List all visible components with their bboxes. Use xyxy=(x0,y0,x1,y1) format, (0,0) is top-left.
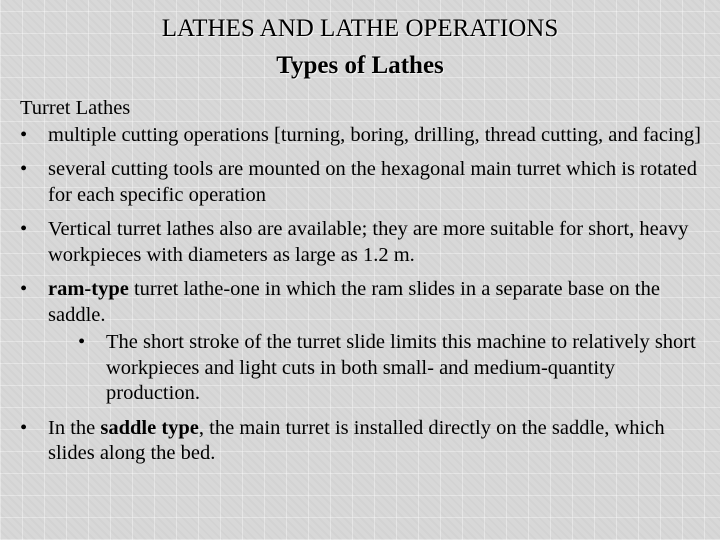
sub-bullet-item xyxy=(48,330,710,407)
bullet-list xyxy=(20,123,710,467)
bullet-prefix: In the xyxy=(48,416,101,439)
bullet-item xyxy=(20,277,710,407)
bullet-item xyxy=(20,157,710,208)
bullet-item xyxy=(20,123,710,149)
slide-subtitle: Types of Lathes xyxy=(276,52,444,79)
sub-bullet-list xyxy=(48,330,710,407)
slide-content xyxy=(20,96,710,476)
slide-title: LATHES AND LATHE OPERATIONS xyxy=(161,15,559,42)
section-heading: Turret Lathes xyxy=(20,97,131,119)
bullet-text: several cutting tools are mounted on the hexagonal main turret which is rotated for each specific operation xyxy=(48,158,697,206)
title-block xyxy=(0,14,720,81)
bullet-text: Vertical turret lathes also are available; they are more suitable for short, heavy workpieces with diameters as large as 1.2 m. xyxy=(48,218,689,266)
bullet-item xyxy=(20,416,710,467)
bullet-bold-term: saddle type xyxy=(100,416,199,439)
bullet-text: , the main turret is installed directly on the saddle, which slides along the bed. xyxy=(48,416,665,464)
bullet-bold-term: ram-type xyxy=(48,278,129,300)
bullet-text: turret lathe-one in which the ram slides in a separate base on the saddle. xyxy=(48,278,660,326)
sub-bullet-text: The short stroke of the turret slide limits this machine to relatively short workpieces and light cuts in both small- and medium-quantity production. xyxy=(106,331,696,404)
bullet-item xyxy=(20,217,710,268)
bullet-text: multiple cutting operations [turning, boring, drilling, thread cutting, and facing] xyxy=(48,123,702,146)
